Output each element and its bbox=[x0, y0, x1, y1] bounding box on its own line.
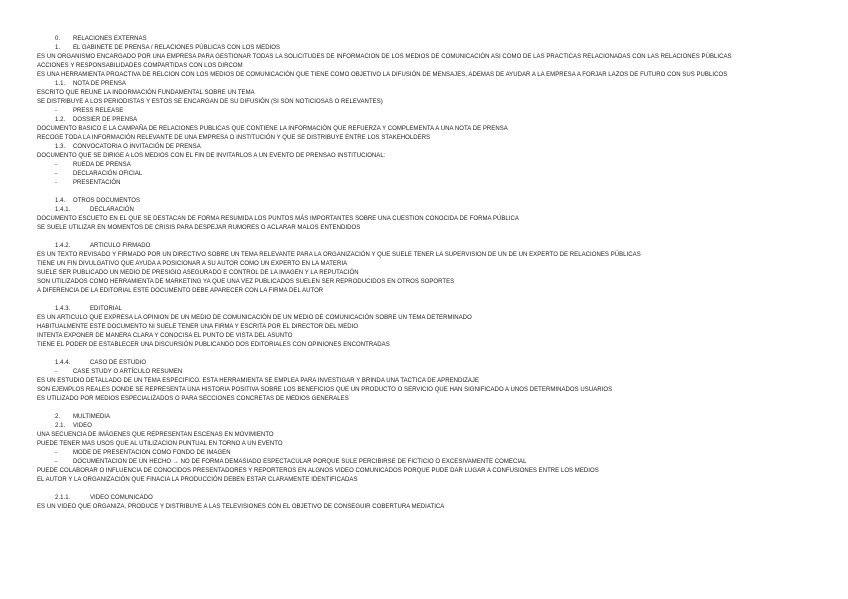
section-number: 1. bbox=[55, 45, 61, 51]
body-text: TIENE EL PODER DE ESTABLECER UNA DISCURSIÓN PUBLICANDO DOS EDITORIALES CON OPINIONES ENCONTRADAS bbox=[37, 342, 390, 348]
body-line bbox=[0, 89, 848, 98]
heading-text: CONVOCATORIA O INVITACIÓN DE PRENSA bbox=[73, 144, 201, 150]
section-number: 2.1. bbox=[55, 423, 66, 429]
body-text: ES UN ARTICULO QUE EXPRESA LA OPINION DE UN MEDIO DE COMUNICACIÓN DE UN MEDIO DE COMUNICACIÓN SOBRE UN TEMA DETERMINADO bbox=[37, 315, 472, 321]
heading-text: RELACIONES EXTERNAS bbox=[73, 36, 147, 42]
bullet-item bbox=[0, 458, 848, 467]
heading-text: NOTA DE PRENSA bbox=[73, 81, 126, 87]
bullet-item bbox=[0, 107, 848, 116]
subsection-heading bbox=[0, 242, 848, 251]
body-line bbox=[0, 152, 848, 161]
bullet-marker: - bbox=[55, 171, 58, 177]
section-heading bbox=[0, 143, 848, 152]
body-text: ES UTILIZADO POR MEDIOS ESPECIALIZADOS O PARA SECCIONES CONCRETAS DE MEDIOS GENERALES bbox=[37, 396, 349, 402]
bullet-text: DOCUMENTACION DE UN HECHO → NO DE FORMA DEMASIADO ESPECTACULAR PORQUE SULE PERCIBIRSE DE FICTICIO O EXCESIVAMENTE COMECIAL bbox=[73, 459, 527, 465]
section-number: 1.4.1. bbox=[55, 207, 71, 213]
body-line bbox=[0, 323, 848, 332]
heading-text: VIDEO bbox=[73, 423, 92, 429]
bullet-marker: - bbox=[55, 180, 58, 186]
bullet-text: PRESENTACIÓN bbox=[73, 180, 121, 186]
blank-line bbox=[0, 233, 848, 242]
body-line bbox=[0, 476, 848, 485]
heading-text: DECLARACIÓN bbox=[90, 207, 134, 213]
section-heading bbox=[0, 422, 848, 431]
body-text: DOCUMENTO BASICO E LA CAMPAÑA DE RELACIONES PUBLICAS QUE CONTIENE LA INFORMACIÓN QUE REFUERZA Y COMPLEMENTA A UNA NOTA DE PRENSA bbox=[37, 126, 508, 132]
heading-text: ARTICULO FIRMADO bbox=[90, 243, 151, 249]
body-text: SON EJEMPLOS REALES DONDE SE REPRESENTA UNA HISTORIA POSITIVA SOBRE LOS BENEFICIOS QUE UN PRODUCTO O SERVICIO QUE HAN SIGNIFICADO A UNOS DETERMINADOS USUARIOS bbox=[37, 387, 613, 393]
section-number: 2.1.1. bbox=[55, 495, 71, 501]
section-number: 0. bbox=[55, 36, 61, 42]
section-number: 1.4. bbox=[55, 198, 66, 204]
section-number: 1.4.2. bbox=[55, 243, 71, 249]
body-line bbox=[0, 278, 848, 287]
body-line bbox=[0, 377, 848, 386]
body-text: SE SUELE UTILIZAR EN MOMENTOS DE CRISIS PARA DESPEJAR RUMORES O ACLARAR MALOS ENTENDIDOS bbox=[37, 225, 361, 231]
bullet-marker: - bbox=[55, 459, 58, 465]
body-text: SUELE SER PUBLICADO UN MEDIO DE PRESIGIO ASEGURADO E CONTROL DE LA IMAGEN Y LA REPUTACIÓN bbox=[37, 270, 359, 276]
body-text: ES UN TEXTO REVISADO Y FIRMADO POR UN DIRECTIVO SOBRE UN TEMA RELEVANTE PARA LA ORGANIZACIÓN Y QUE SUELE TENER LA SUPERVISION DE UN DE UN EXPERTO DE RELACIONES PÚBLICAS bbox=[37, 252, 641, 258]
section-heading bbox=[0, 197, 848, 206]
section-number: 2. bbox=[55, 414, 61, 420]
bullet-text: CASE STUDY O ARTÍCULO RESUMEN bbox=[73, 369, 183, 375]
heading-text: CASO DE ESTUDIO bbox=[90, 360, 147, 366]
body-line bbox=[0, 215, 848, 224]
bullet-item bbox=[0, 161, 848, 170]
section-number: 1.3. bbox=[55, 144, 66, 150]
body-line bbox=[0, 287, 848, 296]
body-line bbox=[0, 440, 848, 449]
blank-line bbox=[0, 485, 848, 494]
heading-text: OTROS DOCUMENTOS bbox=[73, 198, 141, 204]
blank-line bbox=[0, 350, 848, 359]
bullet-item bbox=[0, 449, 848, 458]
bullet-text: RUEDA DE PRENSA bbox=[73, 162, 131, 168]
bullet-marker: - bbox=[55, 450, 58, 456]
heading-text: EL GABINETE DE PRENSA / RELACIONES PÚBLICAS CON LOS MEDIOS bbox=[73, 45, 281, 51]
body-line bbox=[0, 98, 848, 107]
body-text: SE DISTRIBUYE A LOS PERIODISTAS Y ESTOS SE ENCARGAN DE SU DIFUSIÓN (SI SON NOTICIOSAS O RELEVANTES) bbox=[37, 99, 383, 105]
heading-text: DOSSIER DE PRENSA bbox=[73, 117, 138, 123]
body-text: ESCRITO QUE REUNE LA INDORMACIÓN FUNDAMENTAL SOBRE UN TEMA bbox=[37, 90, 255, 96]
body-text: TIENE UN FIN DIVULGATIVO QUE AYUDA A POSICIONAR A SU AUTOR COMO UN EXPERTO EN LA MATERIA bbox=[37, 261, 348, 267]
bullet-text: DECLARACIÓN OFICIAL bbox=[73, 171, 143, 177]
body-text: ES UNA HERRAMIENTA PROACTIVA DE RELCION CON LOS MEDIOS DE COMUNICACIÓN QUE TIENE COMO OBJETIVO LA DIFUSIÓN DE MENSAJES, ADEMAS DE AYUDAR A LA EMPRESA A FORJAR LAZOS DE FUTURO CON SUS PUBLICOS bbox=[37, 72, 728, 78]
body-text: INTENTA EXPONER DE MANERA CLARA Y CONOCISA EL PUNTO DE VISTA DEL ASUNTO bbox=[37, 333, 293, 339]
blank-line bbox=[0, 296, 848, 305]
body-line bbox=[0, 125, 848, 134]
section-heading bbox=[0, 116, 848, 125]
body-text: EL AUTOR Y LA ORGANIZACIÓN QUE FINACIA LA PRODUCCIÓN DEBEN ESTAR CLARAMENTE IDENTIFICADAS bbox=[37, 477, 358, 483]
body-text: ACCIONES Y RESPONSABILIDADES COMPARTIDAS CON LOS DIRCOM bbox=[37, 63, 243, 69]
bullet-marker: - bbox=[55, 108, 58, 114]
body-line bbox=[0, 251, 848, 260]
document-page bbox=[0, 35, 848, 512]
section-number: 1.4.3. bbox=[55, 306, 71, 312]
subsection-heading bbox=[0, 206, 848, 215]
body-line bbox=[0, 467, 848, 476]
section-number: 1.2. bbox=[55, 117, 66, 123]
body-line bbox=[0, 503, 848, 512]
bullet-marker: - bbox=[55, 369, 58, 375]
body-text: PUEDE COLABORAR O INFLUENCIA DE CONOCIDOS PRESENTADORES Y REPORTEROS EN ALGNOS VIDEO COMUNICADOS PORQUE PUDE DAR LUGAR A CONFUSIONES ENTRE LOS MEDIOS bbox=[37, 468, 599, 474]
subsection-heading bbox=[0, 494, 848, 503]
bullet-item bbox=[0, 179, 848, 188]
subsection-heading bbox=[0, 305, 848, 314]
body-text: A DIFERENCIA DE LA EDITORIAL ESTE DOCUMENTO DEBE APARECER CON LA FIRMA DEL AUTOR bbox=[37, 288, 324, 294]
body-text: HABITUALMENTE ESTE DOCUMENTO NI SUELE TENER UNA FIRMA Y ESCRITA POR EL DIRECTOR DEL MEDIO bbox=[37, 324, 359, 330]
subsection-heading bbox=[0, 359, 848, 368]
blank-line bbox=[0, 404, 848, 413]
bullet-item bbox=[0, 170, 848, 179]
body-line bbox=[0, 71, 848, 80]
body-text: DOCUMENTO ESCUETO EN EL QUE SE DESTACAN DE FORMA RESUMIDA LOS PUNTOS MÁS IMPORTANTES SOBRE UNA CUESTION CONOCIDA DE FORMA PÚBLICA bbox=[37, 216, 519, 222]
body-line bbox=[0, 431, 848, 440]
body-line bbox=[0, 260, 848, 269]
body-text: PUEDE TENER MAS USOS QUE AL UTILIZACION PUNTUAL EN TORNO A UN EVENTO bbox=[37, 441, 283, 447]
bullet-marker: - bbox=[55, 162, 58, 168]
body-text: ES UN VIDEO QUE ORGANIZA, PRODUCE Y DISTRIBUYE A LAS TELEVISIONES CON EL OBJETIVO DE CONSEGUIR COBERTURA MEDIATICA bbox=[37, 504, 445, 510]
body-text: SON UTILIZADOS COMO HERRAMIENTA DE MARKETING YA QUE UNA VEZ PUBLICADOS SUELEN SER REPRODUCIDOS EN OTROS SOPORTES bbox=[37, 279, 455, 285]
body-text: ES UN ESTUDIO DETALLADO DE UN TEMA ESPECIFICO. ESTA HERRAMIENTA SE EMPLEA PARA INVESTIGAR Y BRINDA UNA TACTICA DE APRENDIZAJE bbox=[37, 378, 480, 384]
body-text: RECOGE TODA LA INFORMACIÓN RELEVANTE DE UNA EMPRESA O INSTITUCIÓN Y QUE SE DISTRIBUYE ENTRE LOS STAKEHOLDERS bbox=[37, 135, 431, 141]
bullet-text: PRESS RELEASE bbox=[73, 108, 124, 114]
heading-text: EDITORIAL bbox=[90, 306, 123, 312]
section-number: 1.1. bbox=[55, 81, 66, 87]
body-line bbox=[0, 134, 848, 143]
body-line bbox=[0, 386, 848, 395]
body-line bbox=[0, 341, 848, 350]
section-heading bbox=[0, 413, 848, 422]
section-heading bbox=[0, 35, 848, 44]
body-text: DOCUMENTO QUE SE DIRIGE A LOS MEDIOS CON EL FIN DE INVITARLOS A UN EVENTO DE PRENSAO INSTITUCIONAL: bbox=[37, 153, 386, 159]
section-heading bbox=[0, 80, 848, 89]
heading-text: VIDEO COMUNICADO bbox=[90, 495, 153, 501]
body-line bbox=[0, 62, 848, 71]
heading-text: MULTIMEDIA bbox=[73, 414, 111, 420]
section-heading bbox=[0, 44, 848, 53]
body-line bbox=[0, 53, 848, 62]
body-line bbox=[0, 224, 848, 233]
body-text: UNA SECUENCIA DE IMÁGENES QUE REPRESENTAN ESCENAS EN MOVIMIENTO bbox=[37, 432, 274, 438]
bullet-item bbox=[0, 368, 848, 377]
blank-line bbox=[0, 188, 848, 197]
section-number: 1.4.4. bbox=[55, 360, 71, 366]
body-line bbox=[0, 395, 848, 404]
body-text: ES UN ORGANISMO ENCARGADO POR UNA EMPRESA PARA GESTIONAR TODAS LA SOLICITUDES DE INFORMACION DE LOS MEDIOS DE COMUNICACIÓN ASI COMO DE LAS PRACTICAS RELACIONADAS CON LAS RELACIONES PÚBLICAS bbox=[37, 54, 732, 60]
body-line bbox=[0, 269, 848, 278]
body-line bbox=[0, 332, 848, 341]
body-line bbox=[0, 314, 848, 323]
bullet-text: MODE DE PRESENTACION COMO FONDO DE IMAGEN bbox=[73, 450, 231, 456]
